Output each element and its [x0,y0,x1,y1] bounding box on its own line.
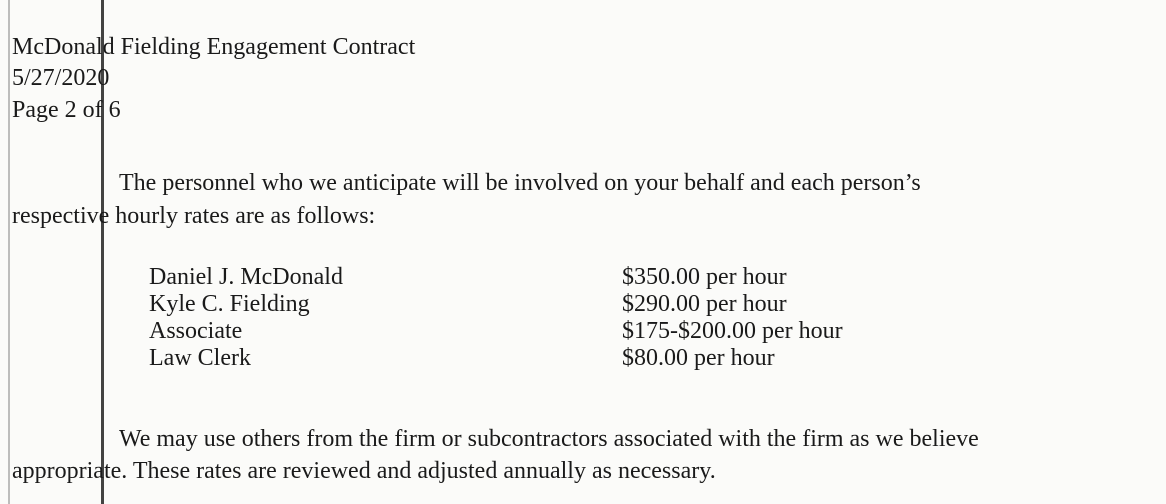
rate-row [149,263,949,290]
rate-row [149,290,949,317]
scan-artifact-line-left [8,0,10,504]
personnel-name: Daniel J. McDonald [149,264,343,290]
personnel-name: Kyle C. Fielding [149,291,310,317]
personnel-name: Associate [149,318,243,344]
paragraph-2-line-1: We may use others from the firm or subcontractors associated with the firm as we believe [119,426,979,452]
header-date: 5/27/2020 [12,65,110,91]
hourly-rate: $80.00 per hour [622,345,775,371]
hourly-rate: $350.00 per hour [622,264,787,290]
hourly-rates-list [149,263,949,371]
paragraph-1-line-2: respective hourly rates are as follows: [12,203,376,229]
paragraph-1-line-1: The personnel who we anticipate will be involved on your behalf and each person’s [119,170,921,196]
rate-row [149,317,949,344]
header-title: McDonald Fielding Engagement Contract [12,34,416,60]
personnel-name: Law Clerk [149,345,251,371]
hourly-rate: $290.00 per hour [622,291,787,317]
hourly-rate: $175-$200.00 per hour [622,318,843,344]
paragraph-2-line-2: appropriate. These rates are reviewed and adjusted annually as necessary. [12,458,716,484]
rate-row [149,344,949,371]
header-page-number: Page 2 of 6 [12,97,121,123]
